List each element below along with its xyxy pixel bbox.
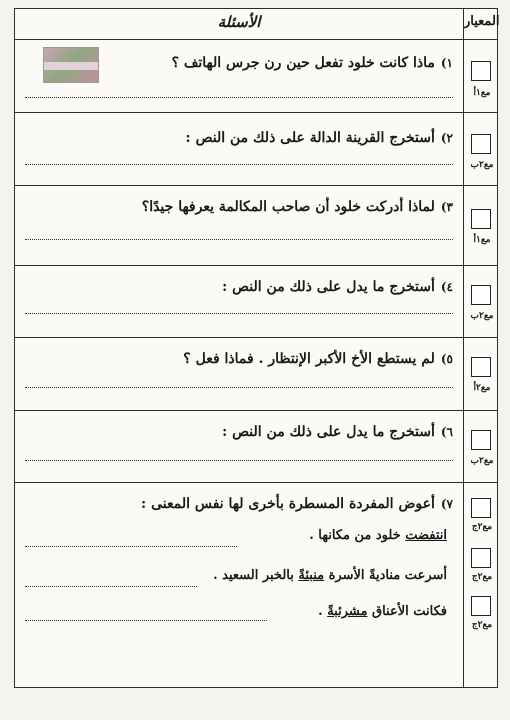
vocab-item: انتفضت خلود من مكانها .: [309, 528, 447, 543]
answer-line[interactable]: [25, 239, 453, 240]
question-text: ١)ماذا كانت خلود تفعل حين رن جرس الهاتف ؟: [171, 55, 453, 71]
criterion-code: مع٢ج: [471, 522, 493, 532]
answer-line[interactable]: [25, 460, 453, 461]
answer-line[interactable]: [25, 546, 237, 547]
question-text: ٣)لماذا أدركت خلود أن صاحب المكالمة يعرفها جيدًا؟: [141, 199, 453, 215]
criterion-code: مع٢ج: [471, 620, 493, 630]
answer-line[interactable]: [25, 313, 453, 314]
criterion-code: مع٢ب: [470, 311, 494, 321]
answer-line[interactable]: [25, 97, 453, 98]
header-questions: الأسئلة: [217, 13, 261, 31]
grade-checkbox[interactable]: [471, 134, 491, 154]
grade-checkbox[interactable]: [471, 285, 491, 305]
criterion-code: مع٢ج: [471, 572, 493, 582]
grade-checkbox[interactable]: [471, 596, 491, 616]
question-row: [15, 337, 497, 411]
answer-line[interactable]: [25, 586, 197, 587]
grade-checkbox[interactable]: [471, 357, 491, 377]
criterion-code: مع٢أ: [473, 383, 491, 393]
grade-checkbox[interactable]: [471, 61, 491, 81]
grade-checkbox[interactable]: [471, 209, 491, 229]
criterion-code: مع١أ: [473, 88, 491, 98]
criterion-code: مع٢ب: [470, 160, 494, 170]
question-row: [15, 39, 497, 113]
grade-checkbox[interactable]: [471, 430, 491, 450]
header-criteria: المعيار: [464, 14, 500, 29]
vocab-item: فكانت الأعناق مشرئبةً .: [318, 604, 447, 619]
answer-line[interactable]: [25, 387, 453, 388]
answer-line[interactable]: [25, 164, 453, 165]
question-row: [15, 185, 497, 266]
question-row: [15, 265, 497, 338]
vocab-item: أسرعت مناديةً الأسرة منبئةً بالخبر السعيد .: [213, 568, 447, 583]
question-text: ٧)أعوض المفردة المسطرة بأخرى لها نفس المعنى :: [141, 496, 453, 512]
question-text: ٦)أستخرج ما يدل على ذلك من النص :: [222, 424, 453, 440]
question-row: [15, 482, 497, 687]
question-text: ٢)أستخرج القرينة الدالة على ذلك من النص :: [185, 130, 453, 146]
answer-line[interactable]: [25, 620, 267, 621]
question-text: ٤)أستخرج ما يدل على ذلك من النص :: [222, 279, 453, 295]
question-row: [15, 410, 497, 483]
question-text: ٥)لم يستطع الأخ الأكبر الإنتظار . فماذا فعل ؟: [183, 351, 453, 367]
criterion-code: مع٢ب: [470, 456, 494, 466]
grade-checkbox[interactable]: [471, 548, 491, 568]
question-row: [15, 112, 497, 186]
criterion-code: مع١أ: [473, 235, 491, 245]
table-header: [15, 9, 500, 40]
worksheet: [14, 8, 498, 688]
grade-checkbox[interactable]: [471, 498, 491, 518]
